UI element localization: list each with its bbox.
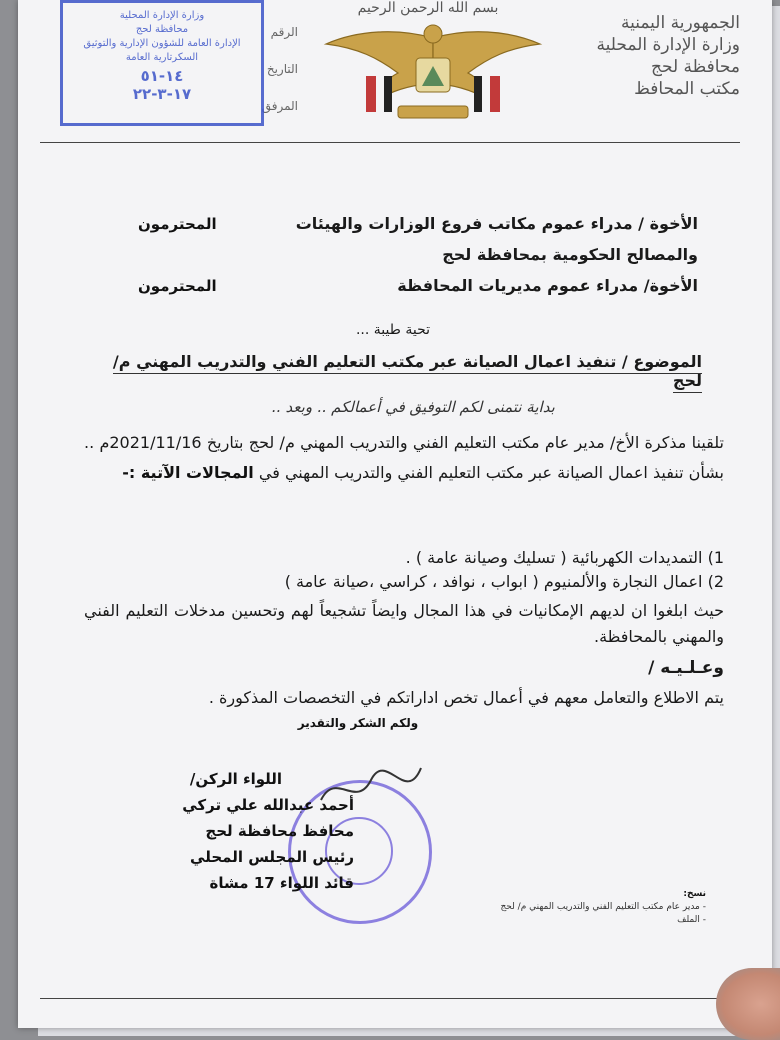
- subject: الموضوع / تنفيذ اعمال الصيانة عبر مكتب التعليم الفني والتدريب المهني م/ لحج: [113, 352, 702, 393]
- copy-recipient: - الملف: [677, 915, 706, 925]
- number-label: الرقم: [270, 25, 298, 39]
- fields-list: [84, 546, 724, 594]
- handwritten-greeting: بداية نتمنى لكم التوفيق في أعمالكم .. وبعد ..: [271, 398, 555, 416]
- honorific: المحترمون: [138, 215, 217, 233]
- copies-label: نسخ:: [683, 889, 706, 899]
- registration-stamp: [60, 0, 264, 126]
- list-item: 2) اعمال النجارة والألمنيوم ( ابواب ، نوافد ، كراسي ،صيانة عامة ): [284, 572, 724, 591]
- stamp-line: الإدارة العامة للشؤون الإدارية والتوثيق: [83, 38, 241, 49]
- greeting: تحية طيبة ...: [355, 322, 430, 338]
- basmala: بسم الله الرحمن الرحيم: [357, 0, 499, 16]
- body-paragraph-2: حيث ابلغوا ان لديهم الإمكانيات في هذا المجال وايضاً تشجيعاً لهم وتحسين مدخلات التعليم الفني والمهني بالمحافظة.: [84, 601, 724, 646]
- issuer-line: مكتب المحافظ: [634, 79, 740, 99]
- list-item: 1) التمديدات الكهربائية ( تسليك وصيانة عامة ) .: [405, 548, 724, 567]
- issuer-line: وزارة الإدارة المحلية: [596, 35, 740, 55]
- header-divider: [40, 142, 740, 143]
- copy-recipient: - مدير عام مكتب التعليم الفني والتدريب المهني م/ لحج: [500, 902, 706, 912]
- stamp-line: وزارة الإدارة المحلية: [119, 10, 205, 21]
- addressee-line-3: الأخوة/ مدراء عموم مديريات المحافظة: [397, 276, 698, 295]
- signatory-title: قائد اللواء 17 مشاة: [209, 874, 354, 892]
- issuer-line: محافظة لحج: [651, 57, 740, 77]
- conclusion-heading: وعـلـيـه /: [648, 658, 724, 678]
- letter-page: [18, 0, 772, 1028]
- fields-heading: المجالات الآتية :-: [122, 463, 254, 482]
- body-text: تلقينا مذكرة الأخ/ مدير عام مكتب التعليم الفني والتدريب المهني م/ لحج بتاريخ 2021/11/16م .. بشأن تنفيذ اعمال الصيانة عبر مكتب التعليم الفني والتدريب المهني في: [84, 433, 724, 482]
- body-paragraph-1: [84, 428, 724, 488]
- subject-line: [82, 352, 702, 390]
- signatory-title: محافظ محافظة لحج: [205, 822, 354, 840]
- copies-list: [436, 888, 706, 927]
- addressee-line-1: الأخوة / مدراء عموم مكاتب فروع الوزارات والهيئات: [295, 214, 698, 233]
- signatory-name: أحمد عبدالله علي تركي: [182, 796, 354, 814]
- date-label: التاريخ: [266, 62, 298, 76]
- stamp-date: ١٧-٣-٢٢: [132, 85, 192, 103]
- body-paragraph-3: يتم الاطلاع والتعامل معهم في أعمال تخص اداراتكم في التخصصات المذكورة .: [208, 688, 724, 707]
- stamp-line: محافظة لحج: [135, 24, 189, 35]
- attachments-label: المرفق: [261, 99, 298, 113]
- stamp-line: السكرتارية العامة: [125, 52, 199, 63]
- addressee-line-2: والمصالح الحكومية بمحافظة لحج: [442, 245, 698, 264]
- handwritten-signature: [316, 760, 426, 820]
- letterhead-issuer: [520, 12, 740, 100]
- signatory-rank: اللواء الركن/: [189, 770, 283, 788]
- footer-divider: [40, 998, 740, 999]
- issuer-line: الجمهورية اليمنية: [620, 13, 740, 33]
- yemen-eagle-emblem-icon: [318, 18, 548, 128]
- stamp-number: ١٤-٥١: [140, 67, 184, 85]
- thanks-line: ولكم الشكر والتقدير: [297, 716, 419, 730]
- honorific: المحترمون: [138, 277, 217, 295]
- finger: [716, 968, 780, 1040]
- signatory-title: رئيس المجلس المحلي: [190, 848, 354, 866]
- addressee-block: [138, 214, 698, 295]
